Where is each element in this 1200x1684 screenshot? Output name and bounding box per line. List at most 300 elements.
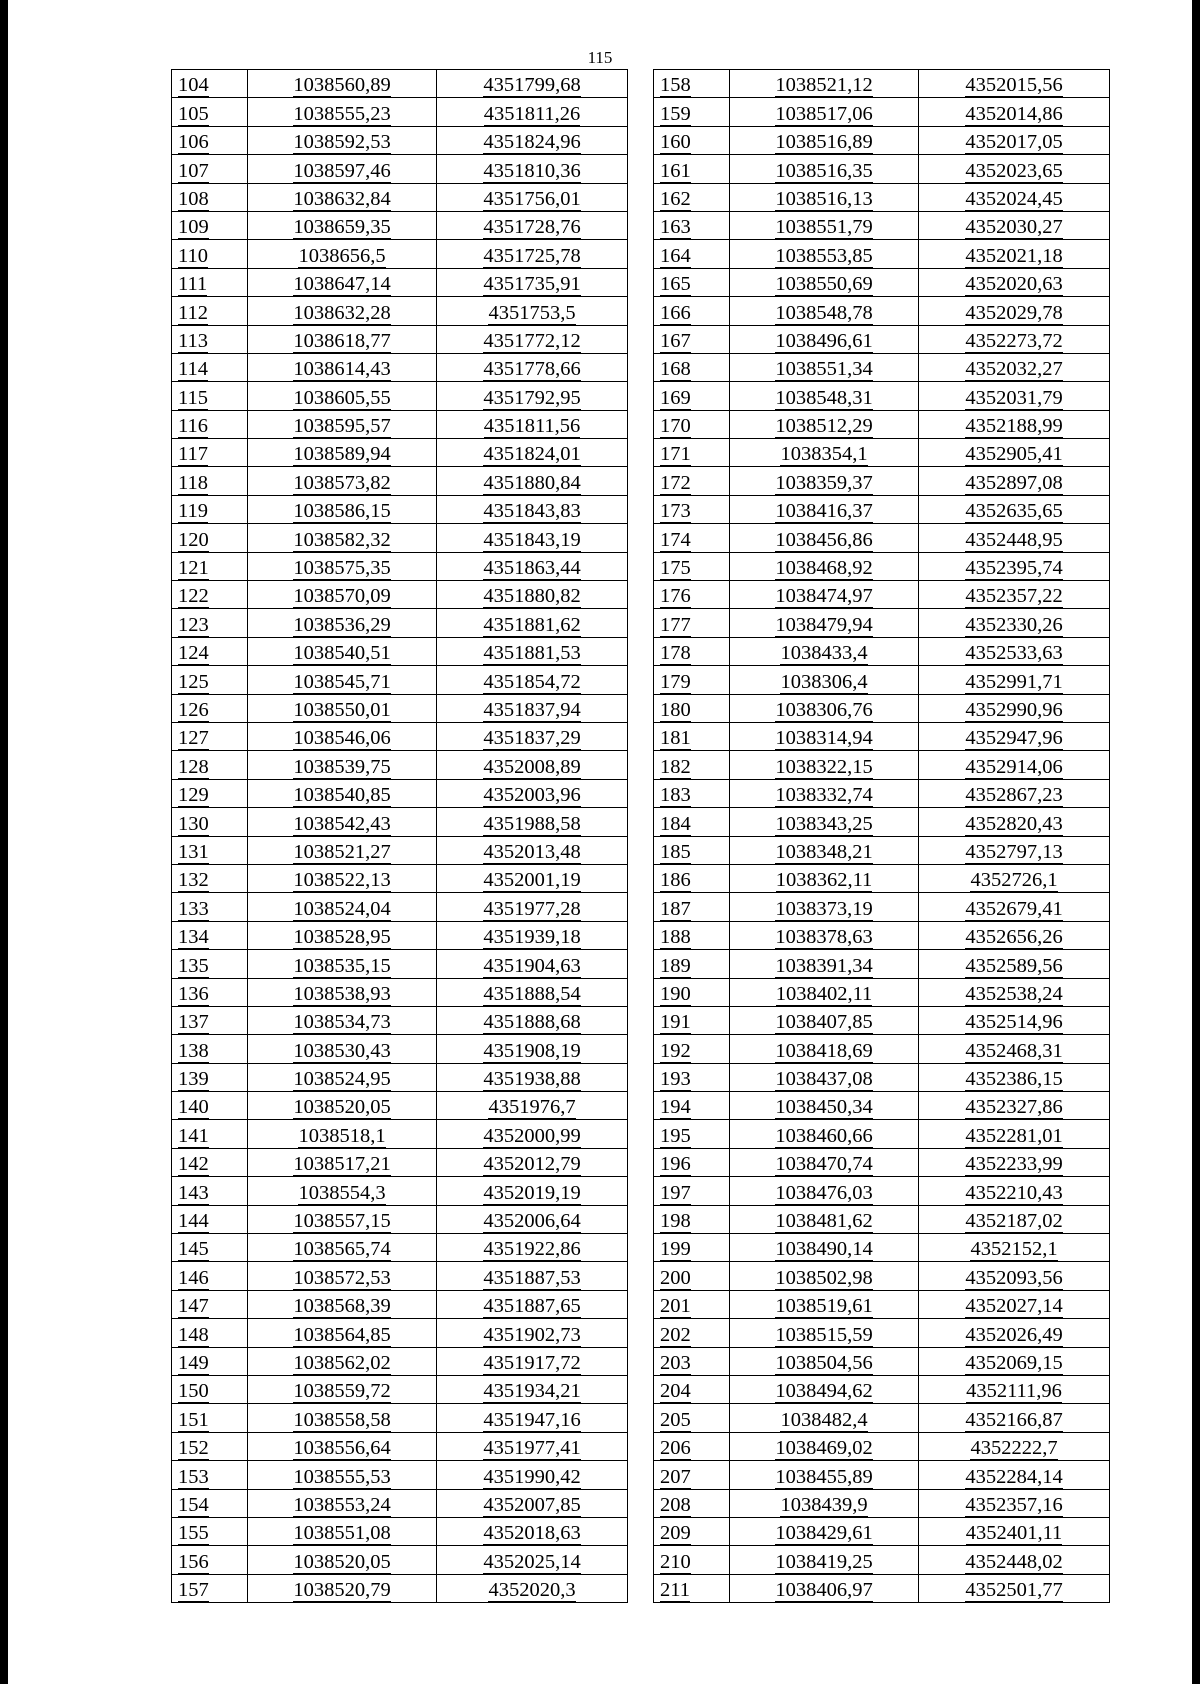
table-row (172, 382, 628, 410)
cell-text: 198 (660, 1210, 691, 1233)
cell-text: 140 (178, 1096, 209, 1119)
table-row (654, 1092, 1110, 1120)
x-coordinate-cell (730, 1006, 919, 1034)
y-coordinate-cell (919, 1319, 1110, 1347)
x-coordinate-cell (248, 1063, 437, 1091)
point-number-cell (654, 666, 730, 694)
cell-text: 1038322,15 (775, 755, 873, 778)
point-number-cell (654, 1148, 730, 1176)
x-coordinate-cell (730, 893, 919, 921)
point-number-cell (654, 1177, 730, 1205)
cell-text: 196 (660, 1153, 691, 1176)
cell-text: 4351939,18 (483, 926, 581, 949)
y-coordinate-cell (919, 467, 1110, 495)
table-row (654, 609, 1110, 637)
x-coordinate-cell (730, 240, 919, 268)
table-row (654, 1375, 1110, 1403)
coordinates-table-left-body (172, 70, 628, 1603)
point-number-cell (172, 1574, 248, 1602)
cell-text: 4351810,36 (483, 159, 581, 182)
y-coordinate-cell (437, 552, 628, 580)
point-number-cell (172, 1290, 248, 1318)
x-coordinate-cell (730, 921, 919, 949)
cell-text: 202 (660, 1323, 691, 1346)
cell-text: 165 (660, 273, 691, 296)
cell-text: 4351824,01 (483, 443, 581, 466)
point-number-cell (654, 495, 730, 523)
y-coordinate-cell (919, 1035, 1110, 1063)
x-coordinate-cell (248, 1148, 437, 1176)
x-coordinate-cell (248, 666, 437, 694)
x-coordinate-cell (730, 325, 919, 353)
table-row (172, 183, 628, 211)
point-number-cell (172, 808, 248, 836)
x-coordinate-cell (730, 524, 919, 552)
cell-text: 4352029,78 (965, 301, 1063, 324)
cell-text: 4351887,53 (483, 1266, 581, 1289)
cell-text: 1038359,37 (775, 471, 873, 494)
x-coordinate-cell (248, 1319, 437, 1347)
point-number-cell (172, 1092, 248, 1120)
point-number-cell (172, 836, 248, 864)
cell-text: 1038456,86 (775, 528, 873, 551)
y-coordinate-cell (437, 70, 628, 98)
x-coordinate-cell (730, 1432, 919, 1460)
cell-text: 4352003,96 (483, 784, 581, 807)
cell-text: 178 (660, 642, 691, 665)
cell-text: 1038551,08 (293, 1522, 391, 1545)
table-row (654, 552, 1110, 580)
table-row (654, 893, 1110, 921)
table-row (172, 467, 628, 495)
cell-text: 1038535,15 (293, 954, 391, 977)
point-number-cell (654, 1006, 730, 1034)
cell-text: 4351990,42 (483, 1465, 581, 1488)
x-coordinate-cell (248, 1006, 437, 1034)
x-coordinate-cell (248, 722, 437, 750)
x-coordinate-cell (730, 722, 919, 750)
y-coordinate-cell (437, 1234, 628, 1262)
point-number-cell (654, 70, 730, 98)
y-coordinate-cell (919, 1205, 1110, 1233)
cell-text: 161 (660, 159, 691, 182)
cell-text: 1038520,05 (293, 1096, 391, 1119)
x-coordinate-cell (248, 70, 437, 98)
x-coordinate-cell (730, 779, 919, 807)
cell-text: 1038490,14 (775, 1238, 873, 1261)
cell-text: 132 (178, 869, 209, 892)
x-coordinate-cell (248, 864, 437, 892)
table-row (172, 666, 628, 694)
point-number-cell (172, 439, 248, 467)
cell-text: 1038555,23 (293, 102, 391, 125)
table-row (172, 751, 628, 779)
table-row (172, 1148, 628, 1176)
cell-text: 4352021,18 (965, 244, 1063, 267)
cell-text: 182 (660, 755, 691, 778)
x-coordinate-cell (248, 1347, 437, 1375)
y-coordinate-cell (437, 978, 628, 1006)
y-coordinate-cell (919, 382, 1110, 410)
cell-text: 4352000,99 (483, 1124, 581, 1147)
x-coordinate-cell (248, 240, 437, 268)
table-row (172, 893, 628, 921)
cell-text: 1038504,56 (775, 1351, 873, 1374)
x-coordinate-cell (248, 495, 437, 523)
table-row (172, 1546, 628, 1574)
point-number-cell (172, 524, 248, 552)
x-coordinate-cell (730, 1319, 919, 1347)
y-coordinate-cell (919, 410, 1110, 438)
y-coordinate-cell (919, 1404, 1110, 1432)
cell-text: 111 (178, 273, 208, 296)
table-row (654, 1120, 1110, 1148)
cell-text: 195 (660, 1124, 691, 1147)
y-coordinate-cell (437, 1347, 628, 1375)
cell-text: 1038516,89 (775, 131, 873, 154)
cell-text: 174 (660, 528, 691, 551)
table-row (172, 779, 628, 807)
y-coordinate-cell (437, 1063, 628, 1091)
y-coordinate-cell (437, 1489, 628, 1517)
cell-text: 206 (660, 1437, 691, 1460)
table-row (654, 1177, 1110, 1205)
cell-text: 211 (660, 1579, 690, 1602)
cell-text: 4352187,02 (965, 1210, 1063, 1233)
cell-text: 188 (660, 926, 691, 949)
cell-text: 4352030,27 (965, 216, 1063, 239)
cell-text: 4352273,72 (965, 329, 1063, 352)
y-coordinate-cell (437, 1517, 628, 1545)
point-number-cell (654, 98, 730, 126)
x-coordinate-cell (248, 1546, 437, 1574)
cell-text: 180 (660, 698, 691, 721)
table-row (654, 722, 1110, 750)
point-number-cell (172, 1546, 248, 1574)
y-coordinate-cell (437, 722, 628, 750)
cell-text: 1038516,35 (775, 159, 873, 182)
cell-text: 1038595,57 (293, 415, 391, 438)
scan-edge-right (1192, 0, 1200, 1684)
point-number-cell (172, 126, 248, 154)
point-number-cell (172, 495, 248, 523)
cell-text: 173 (660, 500, 691, 523)
cell-text: 171 (660, 443, 691, 466)
point-number-cell (654, 240, 730, 268)
cell-text: 1038429,61 (775, 1522, 873, 1545)
cell-text: 1038572,53 (293, 1266, 391, 1289)
cell-text: 112 (178, 301, 208, 324)
y-coordinate-cell (919, 70, 1110, 98)
table-row (654, 382, 1110, 410)
cell-text: 1038354,1 (780, 443, 868, 466)
point-number-cell (654, 637, 730, 665)
y-coordinate-cell (919, 297, 1110, 325)
y-coordinate-cell (919, 1148, 1110, 1176)
point-number-cell (172, 609, 248, 637)
cell-text: 197 (660, 1181, 691, 1204)
cell-text: 4352914,06 (965, 755, 1063, 778)
cell-text: 1038418,69 (775, 1039, 873, 1062)
cell-text: 1038407,85 (775, 1011, 873, 1034)
y-coordinate-cell (919, 666, 1110, 694)
cell-text: 1038502,98 (775, 1266, 873, 1289)
point-number-cell (172, 864, 248, 892)
y-coordinate-cell (919, 155, 1110, 183)
y-coordinate-cell (919, 1063, 1110, 1091)
point-number-cell (654, 1205, 730, 1233)
y-coordinate-cell (437, 637, 628, 665)
point-number-cell (172, 1120, 248, 1148)
point-number-cell (654, 1035, 730, 1063)
cell-text: 205 (660, 1408, 691, 1431)
y-coordinate-cell (437, 751, 628, 779)
cell-text: 207 (660, 1465, 691, 1488)
cell-text: 4352330,26 (965, 613, 1063, 636)
cell-text: 4351725,78 (483, 244, 581, 267)
cell-text: 4351887,65 (483, 1295, 581, 1318)
cell-text: 118 (178, 471, 208, 494)
cell-text: 4352947,96 (965, 727, 1063, 750)
y-coordinate-cell (919, 1262, 1110, 1290)
cell-text: 193 (660, 1068, 691, 1091)
cell-text: 1038306,4 (780, 670, 868, 693)
cell-text: 1038343,25 (775, 812, 873, 835)
cell-text: 131 (178, 840, 209, 863)
point-number-cell (172, 1375, 248, 1403)
y-coordinate-cell (437, 1290, 628, 1318)
point-number-cell (654, 1404, 730, 1432)
point-number-cell (172, 70, 248, 98)
cell-text: 4352007,85 (483, 1493, 581, 1516)
point-number-cell (654, 950, 730, 978)
cell-text: 155 (178, 1522, 209, 1545)
point-number-cell (172, 1177, 248, 1205)
coordinates-table-left (171, 69, 628, 1603)
y-coordinate-cell (437, 808, 628, 836)
x-coordinate-cell (730, 1177, 919, 1205)
table-row (654, 524, 1110, 552)
cell-text: 4352357,16 (965, 1493, 1063, 1516)
table-row (654, 240, 1110, 268)
cell-text: 1038416,37 (775, 500, 873, 523)
cell-text: 4352990,96 (965, 698, 1063, 721)
cell-text: 121 (178, 557, 209, 580)
y-coordinate-cell (437, 495, 628, 523)
cell-text: 1038479,94 (775, 613, 873, 636)
x-coordinate-cell (248, 1177, 437, 1205)
table-row (654, 1461, 1110, 1489)
cell-text: 1038419,25 (775, 1550, 873, 1573)
y-coordinate-cell (919, 1092, 1110, 1120)
table-row (172, 1461, 628, 1489)
x-coordinate-cell (248, 439, 437, 467)
point-number-cell (654, 779, 730, 807)
table-row (172, 581, 628, 609)
point-number-cell (654, 836, 730, 864)
cell-text: 4351756,01 (483, 187, 581, 210)
cell-text: 126 (178, 698, 209, 721)
cell-text: 128 (178, 755, 209, 778)
cell-text: 117 (178, 443, 208, 466)
point-number-cell (172, 1205, 248, 1233)
cell-text: 4351977,41 (483, 1437, 581, 1460)
cell-text: 4351837,29 (483, 727, 581, 750)
y-coordinate-cell (437, 1574, 628, 1602)
table-row (654, 1546, 1110, 1574)
cell-text: 127 (178, 727, 209, 750)
cell-text: 1038573,82 (293, 471, 391, 494)
cell-text: 4352501,77 (965, 1579, 1063, 1602)
cell-text: 109 (178, 216, 209, 239)
table-row (172, 864, 628, 892)
point-number-cell (654, 325, 730, 353)
cell-text: 1038517,21 (293, 1153, 391, 1176)
y-coordinate-cell (919, 1432, 1110, 1460)
point-number-cell (654, 808, 730, 836)
table-row (654, 211, 1110, 239)
y-coordinate-cell (919, 353, 1110, 381)
cell-text: 168 (660, 358, 691, 381)
point-number-cell (654, 467, 730, 495)
y-coordinate-cell (919, 1006, 1110, 1034)
cell-text: 4352327,86 (965, 1096, 1063, 1119)
point-number-cell (172, 382, 248, 410)
table-row (654, 297, 1110, 325)
table-row (654, 1035, 1110, 1063)
table-row (654, 1347, 1110, 1375)
cell-text: 1038521,27 (293, 840, 391, 863)
point-number-cell (654, 439, 730, 467)
cell-text: 4352188,99 (965, 415, 1063, 438)
cell-text: 1038659,35 (293, 216, 391, 239)
table-row (172, 1404, 628, 1432)
point-number-cell (172, 552, 248, 580)
table-row (654, 325, 1110, 353)
cell-text: 4351888,54 (483, 982, 581, 1005)
table-row (172, 1375, 628, 1403)
x-coordinate-cell (248, 325, 437, 353)
y-coordinate-cell (437, 1006, 628, 1034)
x-coordinate-cell (248, 950, 437, 978)
x-coordinate-cell (248, 1205, 437, 1233)
cell-text: 4351792,95 (483, 386, 581, 409)
cell-text: 175 (660, 557, 691, 580)
x-coordinate-cell (730, 1262, 919, 1290)
x-coordinate-cell (730, 183, 919, 211)
point-number-cell (172, 751, 248, 779)
point-number-cell (654, 893, 730, 921)
y-coordinate-cell (437, 609, 628, 637)
x-coordinate-cell (248, 694, 437, 722)
cell-text: 4352015,56 (965, 74, 1063, 97)
cell-text: 4351824,96 (483, 131, 581, 154)
cell-text: 1038362,11 (775, 869, 873, 892)
cell-text: 1038605,55 (293, 386, 391, 409)
cell-text: 1038460,66 (775, 1124, 873, 1147)
cell-text: 1038520,05 (293, 1550, 391, 1573)
y-coordinate-cell (919, 240, 1110, 268)
cell-text: 4352448,95 (965, 528, 1063, 551)
point-number-cell (654, 1063, 730, 1091)
cell-text: 208 (660, 1493, 691, 1516)
cell-text: 4351843,19 (483, 528, 581, 551)
cell-text: 1038512,29 (775, 415, 873, 438)
y-coordinate-cell (919, 864, 1110, 892)
point-number-cell (654, 1546, 730, 1574)
cell-text: 1038539,75 (293, 755, 391, 778)
cell-text: 1038470,74 (775, 1153, 873, 1176)
point-number-cell (172, 779, 248, 807)
cell-text: 1038546,06 (293, 727, 391, 750)
table-row (654, 155, 1110, 183)
y-coordinate-cell (919, 637, 1110, 665)
table-row (654, 126, 1110, 154)
point-number-cell (172, 240, 248, 268)
x-coordinate-cell (248, 297, 437, 325)
coordinates-table-right (653, 69, 1110, 1603)
y-coordinate-cell (437, 1092, 628, 1120)
cell-text: 4352152,1 (970, 1238, 1058, 1261)
y-coordinate-cell (919, 439, 1110, 467)
cell-text: 1038515,59 (775, 1323, 873, 1346)
cell-text: 204 (660, 1380, 691, 1403)
x-coordinate-cell (730, 950, 919, 978)
cell-text: 4351922,86 (483, 1238, 581, 1261)
y-coordinate-cell (919, 1375, 1110, 1403)
cell-text: 201 (660, 1295, 691, 1318)
table-row (654, 921, 1110, 949)
x-coordinate-cell (248, 467, 437, 495)
cell-text: 1038482,4 (780, 1408, 868, 1431)
table-row (654, 1489, 1110, 1517)
cell-text: 4352656,26 (965, 926, 1063, 949)
table-row (172, 70, 628, 98)
table-row (654, 751, 1110, 779)
cell-text: 124 (178, 642, 209, 665)
point-number-cell (172, 1035, 248, 1063)
point-number-cell (654, 1461, 730, 1489)
x-coordinate-cell (730, 126, 919, 154)
cell-text: 4352025,14 (483, 1550, 581, 1573)
cell-text: 4352032,27 (965, 358, 1063, 381)
cell-text: 4351880,82 (483, 585, 581, 608)
point-number-cell (172, 1347, 248, 1375)
cell-text: 138 (178, 1039, 209, 1062)
cell-text: 199 (660, 1238, 691, 1261)
y-coordinate-cell (437, 325, 628, 353)
table-row (172, 836, 628, 864)
cell-text: 1038378,63 (775, 926, 873, 949)
table-row (654, 268, 1110, 296)
point-number-cell (654, 1375, 730, 1403)
cell-text: 4352726,1 (970, 869, 1058, 892)
table-row (172, 353, 628, 381)
y-coordinate-cell (437, 353, 628, 381)
y-coordinate-cell (919, 325, 1110, 353)
cell-text: 4352020,63 (965, 273, 1063, 296)
cell-text: 1038553,85 (775, 244, 873, 267)
cell-text: 4352468,31 (965, 1039, 1063, 1062)
cell-text: 176 (660, 585, 691, 608)
cell-text: 4351772,12 (483, 329, 581, 352)
cell-text: 162 (660, 187, 691, 210)
point-number-cell (172, 467, 248, 495)
cell-text: 1038553,24 (293, 1493, 391, 1516)
table-row (172, 325, 628, 353)
x-coordinate-cell (730, 467, 919, 495)
x-coordinate-cell (730, 297, 919, 325)
